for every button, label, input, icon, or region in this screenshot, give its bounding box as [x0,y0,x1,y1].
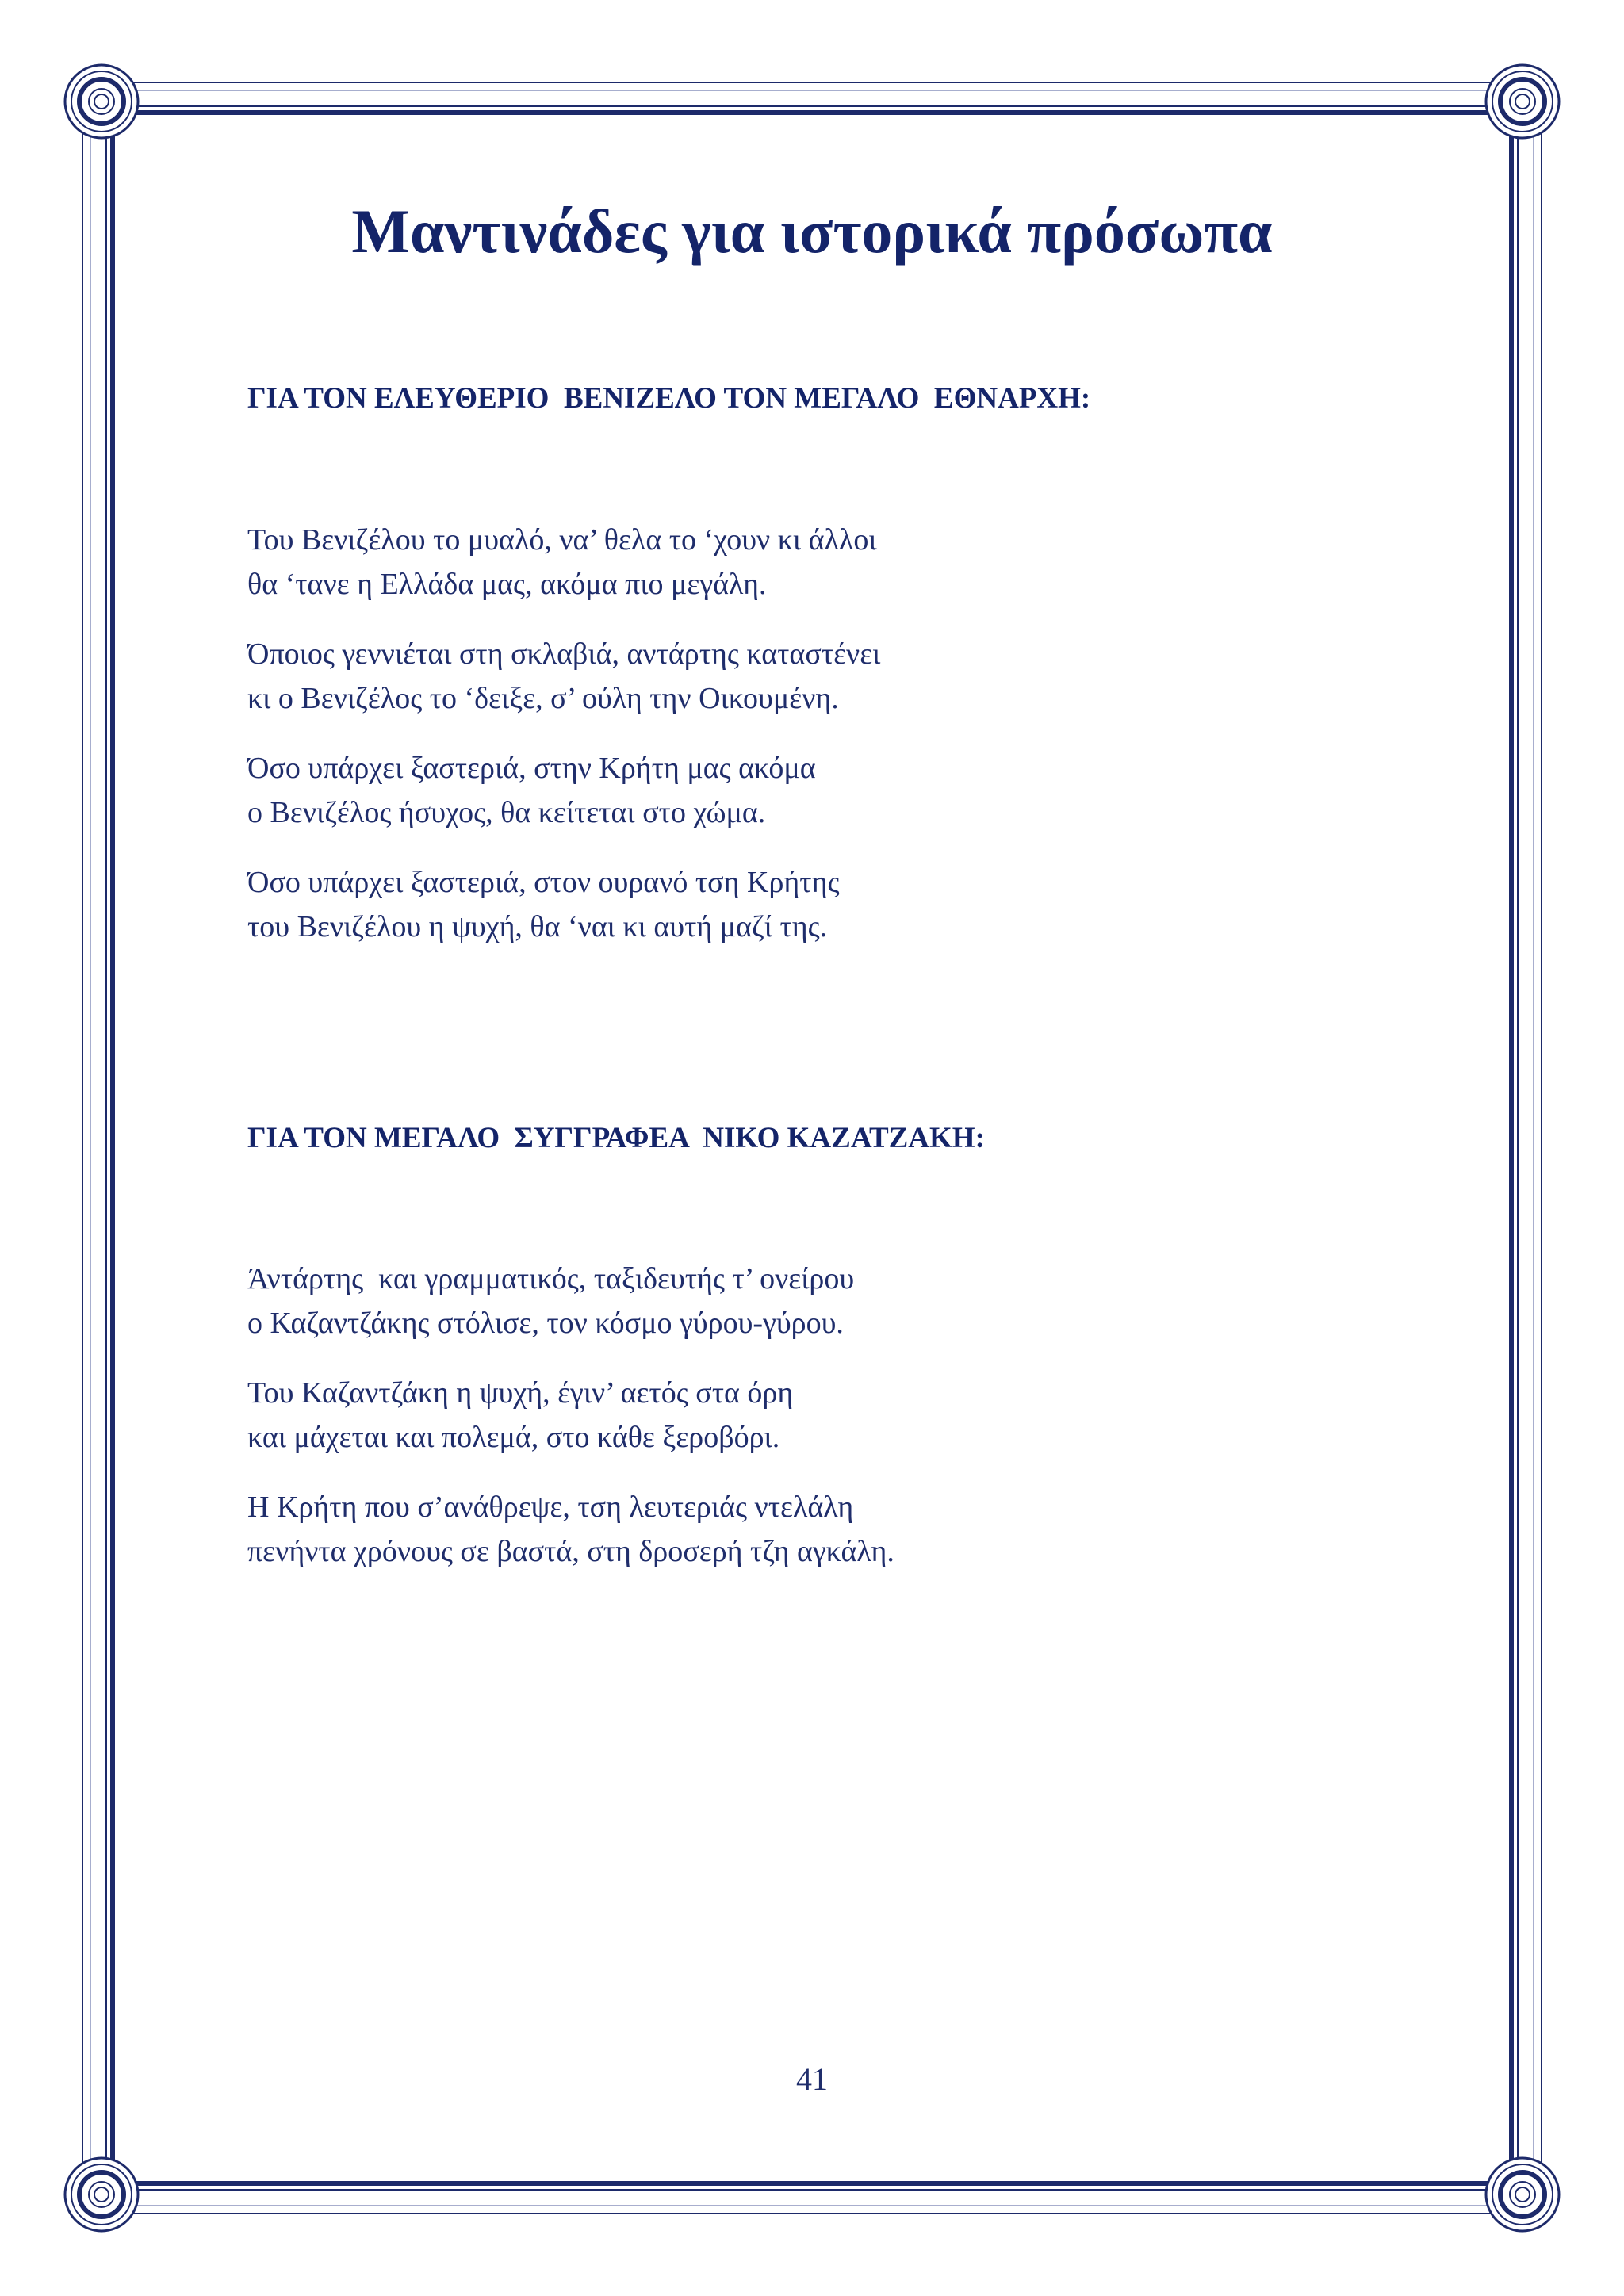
section-heading-venizelos: ΓΙΑ ΤΟΝ ΕΛΕΥΘΕΡΙΟ ΒΕΝΙΖΕΛΟ ΤΟΝ ΜΕΓΑΛΟ ΕΘΝΑΡΧΗ: [247,382,1091,415]
corner-ornament-bottom-left-icon [65,2158,138,2231]
stanza [247,1485,894,1574]
stanza [247,746,816,835]
verse-line: του Βενιζέλου η ψυχή, θα ‘ναι κι αυτή μαζί της. [247,910,828,943]
verse-line: Όσο υπάρχει ξαστεριά, στην Κρήτη μας ακόμα [247,752,816,785]
corner-ornament-top-right-icon [1486,65,1559,138]
stanza [247,1257,854,1345]
verse-line: θα ‘τανε η Ελλάδα μας, ακόμα πιο μεγάλη. [247,568,767,601]
verse-line: ο Καζαντζάκης στόλισε, τον κόσμο γύρου-γύρου. [247,1307,844,1340]
stanza [247,518,877,607]
verse-line: και μάχεται και πολεμά, στο κάθε ξεροβόρι. [247,1421,780,1454]
stanza [247,632,880,721]
stanza [247,860,840,949]
corner-ornament-top-left-icon [65,65,138,138]
corner-ornament-bottom-right-icon [1486,2158,1559,2231]
verse-line: Του Καζαντζάκη η ψυχή, έγιν’ αετός στα όρη [247,1376,794,1410]
verse-line: Άντάρτης και γραμματικός, ταξιδευτής τ’ ονείρου [247,1262,855,1295]
stanza [247,1371,793,1460]
verse-line: κι ο Βενιζέλος το ‘δειξε, σ’ ούλη την Οικουμένη. [247,682,839,715]
verse-line: Η Κρήτη που σ’ανάθρεψε, τση λευτεριάς ντελάλη [247,1490,854,1524]
page-title: Μαντινάδες για ιστορικά πρόσωπα [351,197,1273,266]
section-heading-kazantzakis: ΓΙΑ ΤΟΝ ΜΕΓΑΛΟ ΣΥΓΓΡΑΦΕΑ ΝΙΚΟ ΚΑΖΑΤΖΑΚΗ: [247,1122,985,1154]
verse-line: Όσο υπάρχει ξαστεριά, στον ουρανό τση Κρήτης [247,866,840,899]
verse-line: πενήντα χρόνους σε βαστά, στη δροσερή τζη αγκάλη. [247,1535,894,1568]
verse-line: Του Βενιζέλου το μυαλό, να’ θελα το ‘χουν κι άλλοι [247,523,877,557]
verse-line: ο Βενιζέλος ήσυχος, θα κείτεται στο χώμα. [247,796,766,829]
verse-line: Όποιος γεννιέται στη σκλαβιά, αντάρτης καταστένει [247,637,881,671]
page-number: 41 [796,2061,828,2097]
